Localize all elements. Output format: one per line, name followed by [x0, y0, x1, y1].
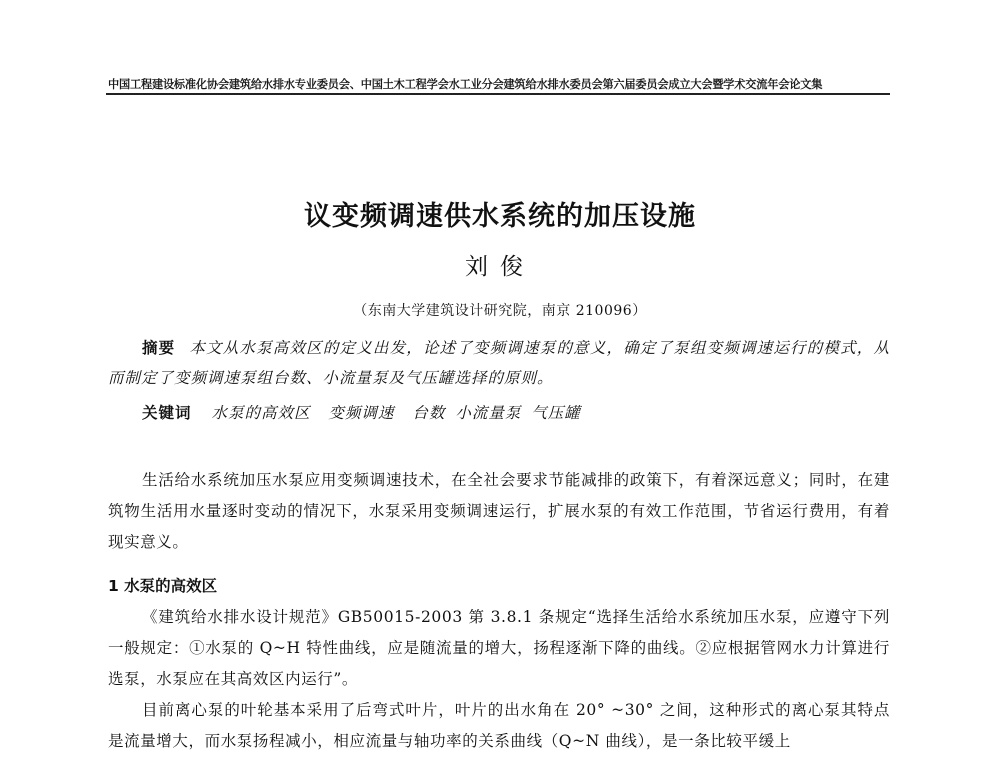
keywords [142, 398, 890, 428]
keyword-item: 水泵的高效区 [211, 404, 311, 422]
running-header: 中国工程建设标准化协会建筑给水排水专业委员会、中国土木工程学会水工业分会建筑给水排水委员会第六届委员会成立大会暨学术交流年会论文集 [108, 78, 823, 91]
paper-title: 议变频调速供水系统的加压设施 [304, 201, 696, 232]
author-name: 刘俊 [465, 254, 535, 280]
keywords-label: 关键词 [142, 404, 192, 422]
abstract [108, 333, 890, 393]
intro-paragraph: 生活给水系统加压水泵应用变频调速技术，在全社会要求节能减排的政策下，有着深远意义；同时，在建筑物生活用水量逐时变动的情况下，水泵采用变频调速运行，扩展水泵的有效工作范围，节省运行费用，有着现实意义。 [108, 471, 890, 551]
section1-paragraph-1: 《建筑给水排水设计规范》GB50015-2003 第 3.8.1 条规定“选择生活给水系统加压水泵，应遵守下列一般规定：①水泵的 Q~H 特性曲线，应是随流量的增大，扬程逐渐下降的曲线。②应根据管网水力计算进行选泵，水泵应在其高效区内运行”。 [108, 608, 890, 688]
abstract-label: 摘要 [142, 339, 176, 357]
abstract-text: 本文从水泵高效区的定义出发，论述了变频调速泵的意义，确定了泵组变频调速运行的模式，从而制定了变频调速泵组台数、小流量泵及气压罐选择的原则。 [108, 339, 890, 387]
keyword-item: 小流量泵 [455, 404, 522, 422]
section1-paragraph-2: 目前离心泵的叶轮基本采用了后弯式叶片，叶片的出水角在 20° ~30° 之间，这种形式的离心泵其特点是流量增大，而水泵扬程减小，相应流量与轴功率的关系曲线（Q~N 曲线），是一条比较平缓上 [108, 701, 890, 750]
keyword-item: 变频调速 [328, 404, 395, 422]
author-affiliation: （东南大学建筑设计研究院，南京 210096） [353, 303, 647, 319]
section-heading: 1 水泵的高效区 [108, 577, 218, 595]
keyword-item: 气压罐 [531, 404, 581, 422]
header-rule [106, 93, 890, 95]
keyword-item: 台数 [412, 404, 446, 422]
